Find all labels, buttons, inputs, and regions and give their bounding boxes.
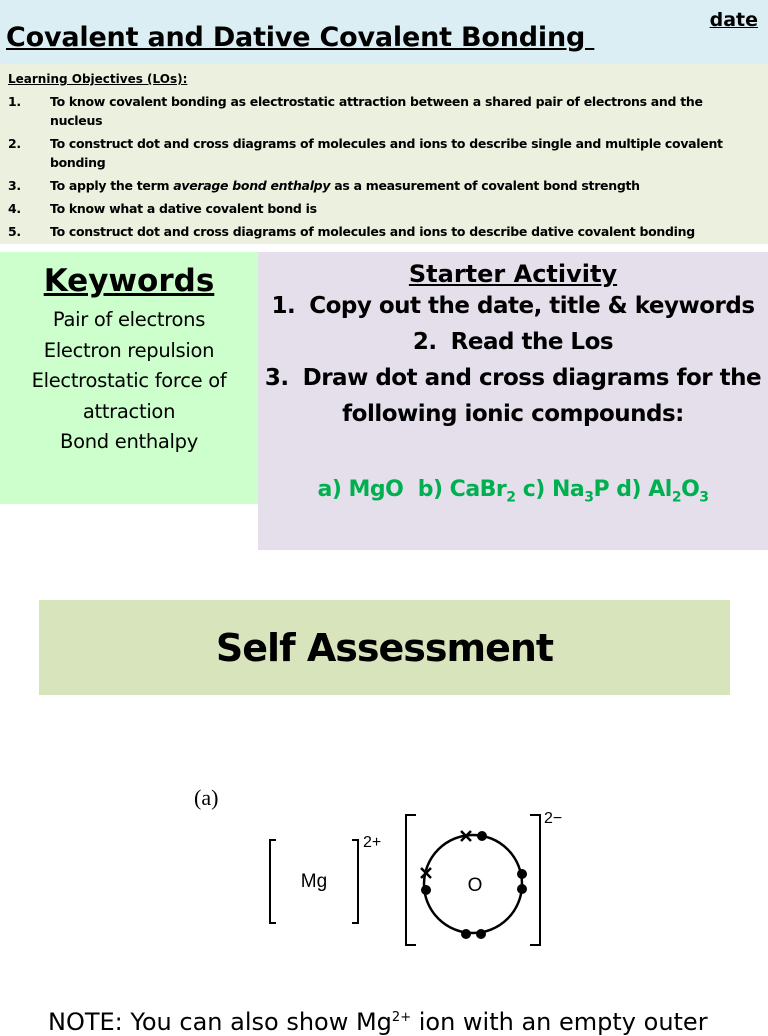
objective-text-end: as a measurement of covalent bond strength [330,178,640,193]
objective-text: To construct dot and cross diagrams of molecules and ions to describe single and multiple covalent bonding [50,136,723,170]
learning-objectives-panel [0,64,768,244]
mg-bracket-right [352,840,358,923]
objective-number: 1. [8,94,21,109]
keyword-item: Bond enthalpy [60,430,198,453]
learning-objective-1 [8,92,753,130]
subscript: 3 [699,489,709,506]
step-number: 3. [264,365,289,391]
objective-text: To know what a dative covalent bond is [50,201,317,216]
objective-text: To construct dot and cross diagrams of molecules and ions to describe dative covalent bonding [50,224,695,239]
compound-formula: O [681,477,700,502]
learning-objective-2 [8,134,753,172]
mg-charge: 2+ [363,834,382,851]
step-text: Copy out the date, title & keywords [309,293,755,319]
keyword-item: Electrostatic force of attraction [31,369,227,423]
starter-step-1 [258,288,768,324]
mgo-dot-cross-diagram [180,775,600,955]
learning-objectives-list [8,92,753,245]
objective-emphasis: average bond enthalpy [173,178,331,193]
date-label: date [709,9,758,31]
objective-number: 5. [8,224,21,239]
objective-text-start: To apply the term [50,178,174,193]
compound-label: c) [522,477,552,502]
starter-step-2 [258,324,768,360]
o-charge: 2− [544,810,563,827]
learning-objective-5 [8,222,753,241]
keywords-heading: Keywords [43,263,215,299]
note-text [48,1008,708,1036]
keywords-panel [0,252,258,504]
compound-formula: Na [551,477,585,502]
step-text: Read the Los [450,329,614,355]
self-assessment-banner [39,600,730,695]
o-symbol: O [467,875,483,896]
compound-c [522,477,610,506]
keyword-item: Pair of electrons [52,308,206,331]
dot-electron-left [421,885,431,895]
dot-electron-bottom-1 [461,929,471,939]
compound-a [317,477,403,502]
dot-electron-top [477,831,487,841]
note-text-start: NOTE: You can also show Mg [48,1008,392,1036]
step-number: 1. [271,293,296,319]
compound-formula: P [593,477,610,502]
objective-text: To know covalent bonding as electrostatic attraction between a shared pair of electrons and the nucleus [50,94,703,128]
starter-heading: Starter Activity [408,260,618,288]
objective-number: 2. [8,136,21,151]
dot-electron-bottom-2 [476,929,486,939]
ionic-compounds-list [258,477,768,505]
starter-step-3 [258,360,768,432]
compound-b [417,477,516,506]
objective-number: 4. [8,201,21,216]
compound-formula: MgO [348,477,404,502]
self-assessment-title: Self Assessment [215,625,554,670]
o-bracket-right [530,815,540,945]
o-bracket-left [406,815,416,945]
dot-electron-right-2 [517,884,527,894]
mg-bracket-left [270,840,276,923]
page-title: Covalent and Dative Covalent Bonding [6,22,595,53]
compound-d [616,477,709,506]
starter-activity-panel [258,252,768,550]
subscript: 2 [506,489,516,506]
subscript: 3 [584,489,594,506]
compound-formula: CaBr [449,477,507,502]
learning-objectives-heading: Learning Objectives (LOs): [8,72,188,86]
note-text-end: ion with an empty outer [411,1008,708,1036]
diagram-part-label: (a) [194,785,219,810]
subscript: 2 [671,489,682,506]
compound-label: b) [417,477,450,502]
step-text: Draw dot and cross diagrams for the following ionic compounds: [302,365,762,427]
keyword-item: Electron repulsion [43,338,215,362]
objective-text [50,176,753,195]
objective-number: 3. [8,178,21,193]
compound-formula: Al [648,477,672,502]
mg-symbol: Mg [300,871,328,892]
step-number: 2. [412,329,437,355]
learning-objective-4 [8,199,753,218]
compound-label: d) [616,477,649,502]
dot-electron-right-1 [517,869,527,879]
compound-label: a) [317,477,349,502]
note-superscript: 2+ [391,1010,412,1025]
learning-objective-3 [8,176,753,195]
